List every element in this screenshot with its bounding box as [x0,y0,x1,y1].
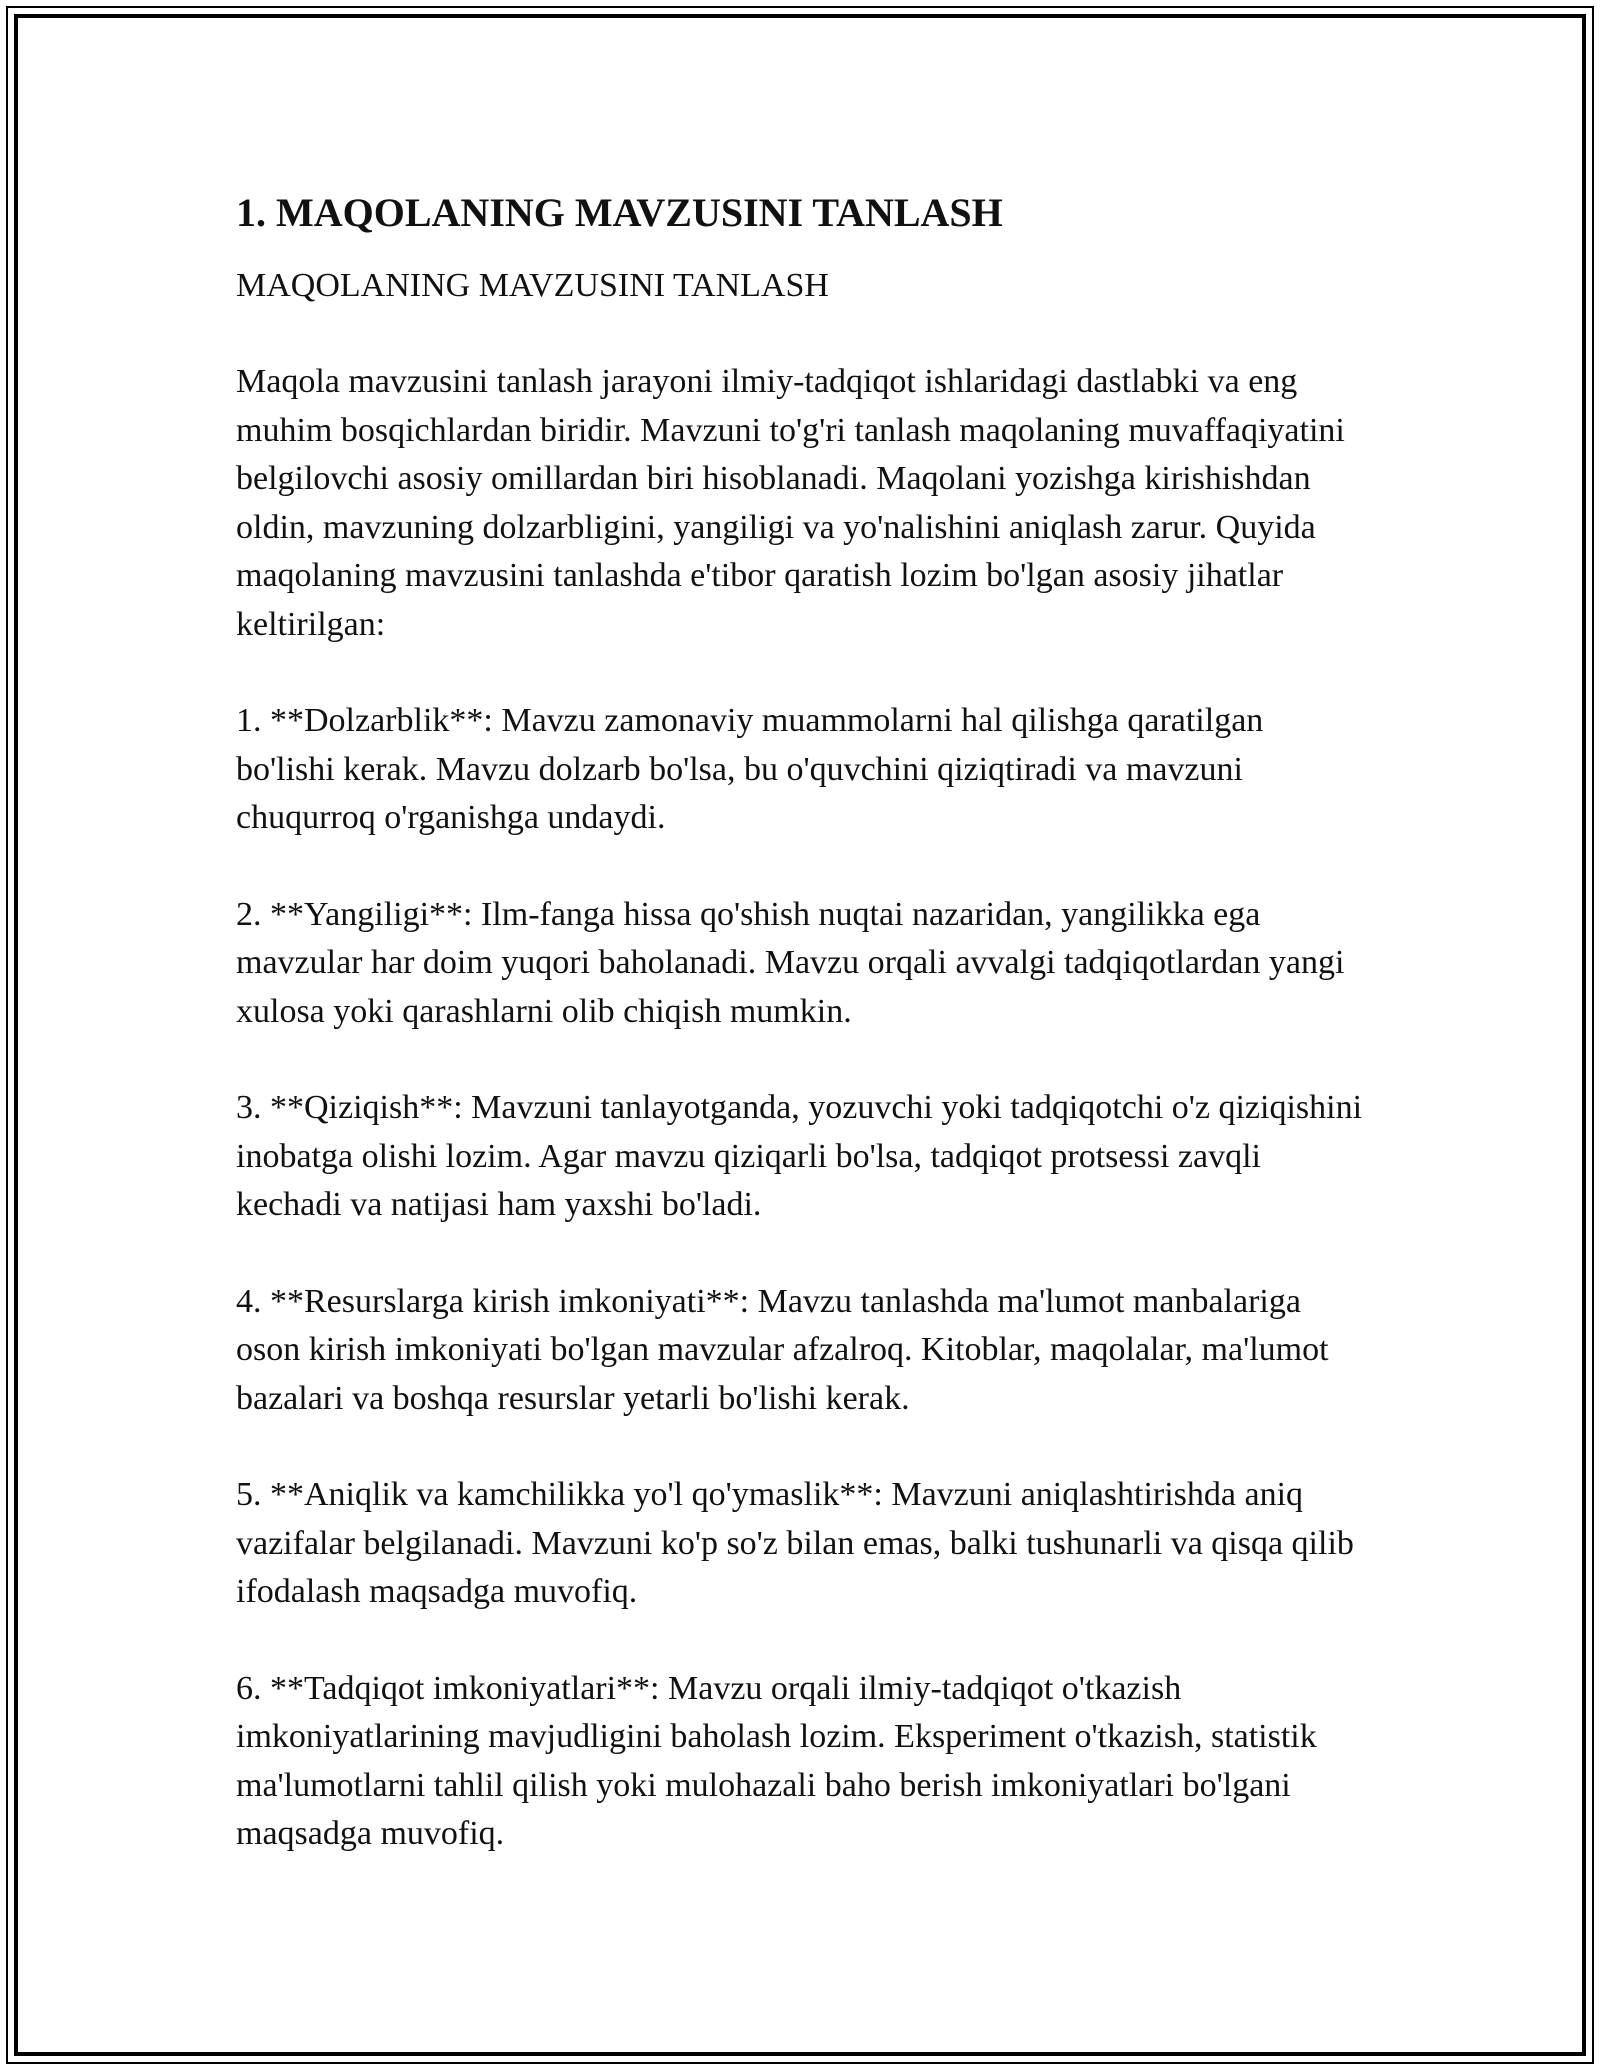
document-body [236,186,1366,1859]
list-item-aniqlik: 5. **Aniqlik va kamchilikka yo'l qo'ymaslik**: Mavzuni aniqlashtirishda aniq vazifalar belgilanadi. Mavzuni ko'p so'z bilan emas, balki tushunarli va qisqa qilib ifodalash maqsadga muvofiq. [236,1476,1354,1610]
list-item-tadqiqot: 6. **Tadqiqot imkoniyatlari**: Mavzu orqali ilmiy-tadqiqot o'tkazish imkoniyatlarining mavjudligini baholash lozim. Eksperiment o'tkazish, statistik ma'lumotlarni tahlil qilish yoki mulohazali baho berish imkoniyatlari bo'lgani maqsadga muvofiq. [236,1669,1317,1852]
list-item-dolzarblik: 1. **Dolzarblik**: Mavzu zamonaviy muammolarni hal qilishga qaratilgan bo'lishi kerak. Mavzu dolzarb bo'lsa, bu o'quvchini qiziqtiradi va mavzuni chuqurroq o'rganishga undaydi. [236,702,1264,836]
intro-paragraph: Maqola mavzusini tanlash jarayoni ilmiy-tadqiqot ishlaridagi dastlabki va eng muhim bosqichlardan biridir. Mavzuni to'g'ri tanlash maqolaning muvaffaqiyatini belgilovchi asosiy omillardan biri hisoblanadi. Maqolani yozishga kirishishdan oldin, mavzuning dolzarbligini, yangiligi va yo'nalishini aniqlash zarur. Quyida maqolaning mavzusini tanlashda e'tibor qaratish lozim bo'lgan asosiy jihatlar keltirilgan: [236,363,1345,643]
list-item-qiziqish: 3. **Qiziqish**: Mavzuni tanlayotganda, yozuvchi yoki tadqiqotchi o'z qiziqishini inobatga olishi lozim. Agar mavzu qiziqarli bo'lsa, tadqiqot protsessi zavqli kechadi va natijasi ham yaxshi bo'ladi. [236,1089,1363,1223]
section-heading: 1. MAQOLANING MAVZUSINI TANLASH [236,190,1003,235]
list-item-yangiligi: 2. **Yangiligi**: Ilm-fanga hissa qo'shish nuqtai nazaridan, yangilikka ega mavzular har doim yuqori baholanadi. Mavzu orqali avvalgi tadqiqotlardan yangi xulosa yoki qarashlarni olib chiqish mumkin. [236,895,1345,1030]
section-subtitle: MAQOLANING MAVZUSINI TANLASH [236,267,829,304]
list-item-resurslar: 4. **Resurslarga kirish imkoniyati**: Mavzu tanlashda ma'lumot manbalariga oson kirish imkoniyati bo'lgan mavzular afzalroq. Kitoblar, maqolalar, ma'lumot bazalari va boshqa resurslar yetarli bo'lishi kerak. [236,1282,1329,1417]
